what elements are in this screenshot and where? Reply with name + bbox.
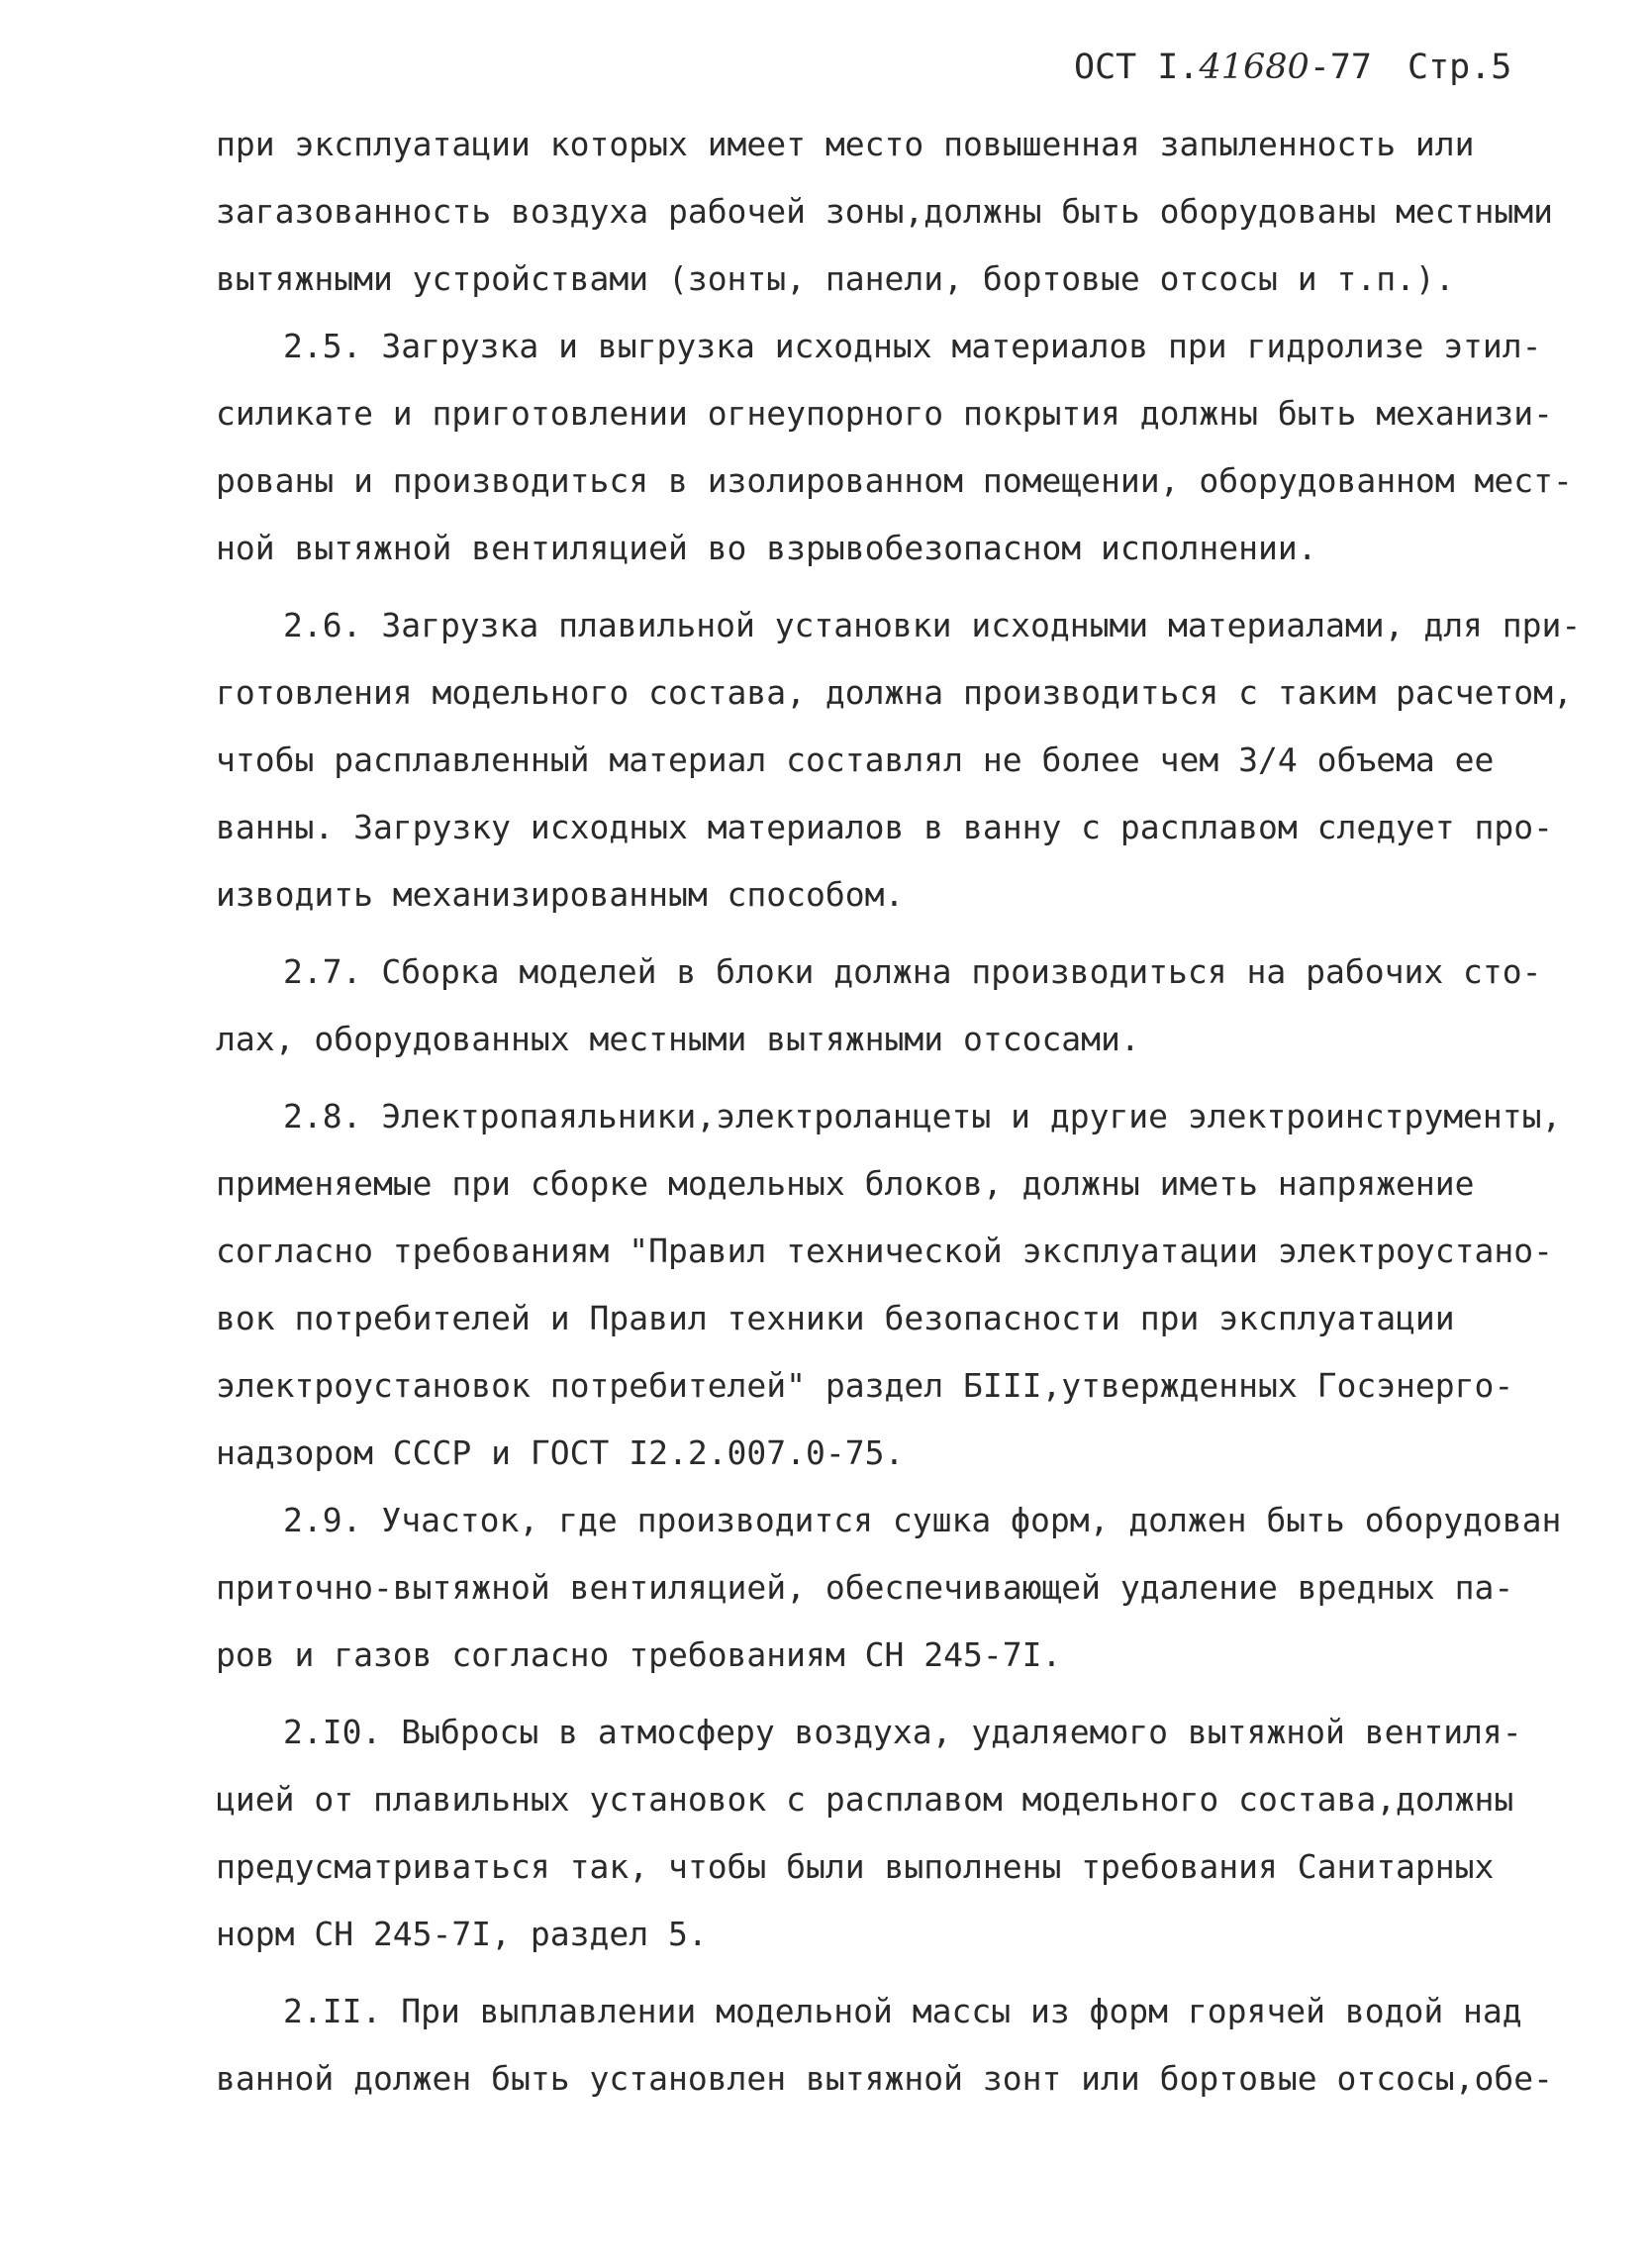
text-line: вытяжными устройствами (зонты, панели, бортовые отсосы и т.п.).: [216, 259, 1455, 298]
paragraph-2-6: [216, 592, 1592, 929]
paragraph-2-5: [216, 313, 1592, 582]
text-line: цией от плавильных установок с расплавом модельного состава,должны: [216, 1780, 1514, 1819]
text-line: 2.5. Загрузка и выгрузка исходных материалов при гидролизе этил-: [283, 327, 1542, 365]
text-line: 2.I0. Выбросы в атмосферу воздуха, удаляемого вытяжной вентиля-: [283, 1713, 1522, 1751]
paragraph-2-7: [216, 938, 1592, 1073]
paragraph-2-9: [216, 1487, 1592, 1689]
text-line: загазованность воздуха рабочей зоны,должны быть оборудованы местными: [216, 192, 1554, 231]
text-line: ванны. Загрузку исходных материалов в ванну с расплавом следует про-: [216, 808, 1554, 846]
text-line: 2.9. Участок, где производится сушка форм, должен быть оборудован: [283, 1501, 1562, 1539]
text-line: применяемые при сборке модельных блоков, должны иметь напряжение: [216, 1164, 1475, 1203]
text-line: согласно требованиям "Правил технической эксплуатации электроустано-: [216, 1232, 1554, 1270]
text-line: норм СН 245-7I, раздел 5.: [216, 1915, 708, 1953]
text-line: ров и газов согласно требованиям СН 245-7I.: [216, 1635, 1062, 1674]
text-line: чтобы расплавленный материал составлял не более чем 3/4 объема ее: [216, 740, 1495, 779]
text-line: ной вытяжной вентиляцией во взрывобезопасном исполнении.: [216, 529, 1317, 567]
text-line: вок потребителей и Правил техники безопасности при эксплуатации: [216, 1299, 1455, 1337]
text-line: лах, оборудованных местными вытяжными отсосами.: [216, 1020, 1140, 1058]
paragraph-2-8: [216, 1083, 1592, 1487]
text-line: электроустановок потребителей" раздел БIII,утвержденных Госэнерго-: [216, 1366, 1514, 1405]
text-line: изводить механизированным способом.: [216, 875, 905, 914]
text-line: предусматриваться так, чтобы были выполнены требования Санитарных: [216, 1847, 1495, 1886]
text-line: готовления модельного состава, должна производиться с таким расчетом,: [216, 673, 1573, 712]
text-line: при эксплуатации которых имеет место повышенная запыленность или: [216, 125, 1475, 163]
page-number: Стр.5: [1407, 48, 1512, 87]
text-line: 2.II. При выплавлении модельной массы из форм горячей водой над: [283, 1992, 1522, 2030]
text-line: приточно-вытяжной вентиляцией, обеспечивающей удаление вредных па-: [216, 1568, 1514, 1607]
standard-prefix: ОСТ I.: [1074, 48, 1200, 87]
standard-number-handwritten: 41680: [1199, 48, 1310, 87]
document-body: [216, 111, 1592, 2113]
text-line: 2.6. Загрузка плавильной установки исходными материалами, для при-: [283, 606, 1582, 644]
paragraph-2-11: [216, 1978, 1592, 2113]
paragraph-2-10: [216, 1699, 1592, 1968]
text-line: 2.8. Электропаяльники,электроланцеты и другие электроинструменты,: [283, 1097, 1562, 1135]
page-header: [1074, 48, 1511, 87]
text-line: ванной должен быть установлен вытяжной зонт или бортовые отсосы,обе-: [216, 2059, 1554, 2098]
text-line: рованы и производиться в изолированном помещении, оборудованном мест-: [216, 461, 1573, 500]
text-line: надзором СССР и ГОСТ I2.2.007.0-75.: [216, 1433, 905, 1472]
text-line: силикате и приготовлении огнеупорного покрытия должны быть механизи-: [216, 394, 1554, 433]
paragraph-continuation: [216, 111, 1592, 313]
standard-year-suffix: -77: [1309, 48, 1372, 87]
text-line: 2.7. Сборка моделей в блоки должна производиться на рабочих сто-: [283, 952, 1542, 991]
